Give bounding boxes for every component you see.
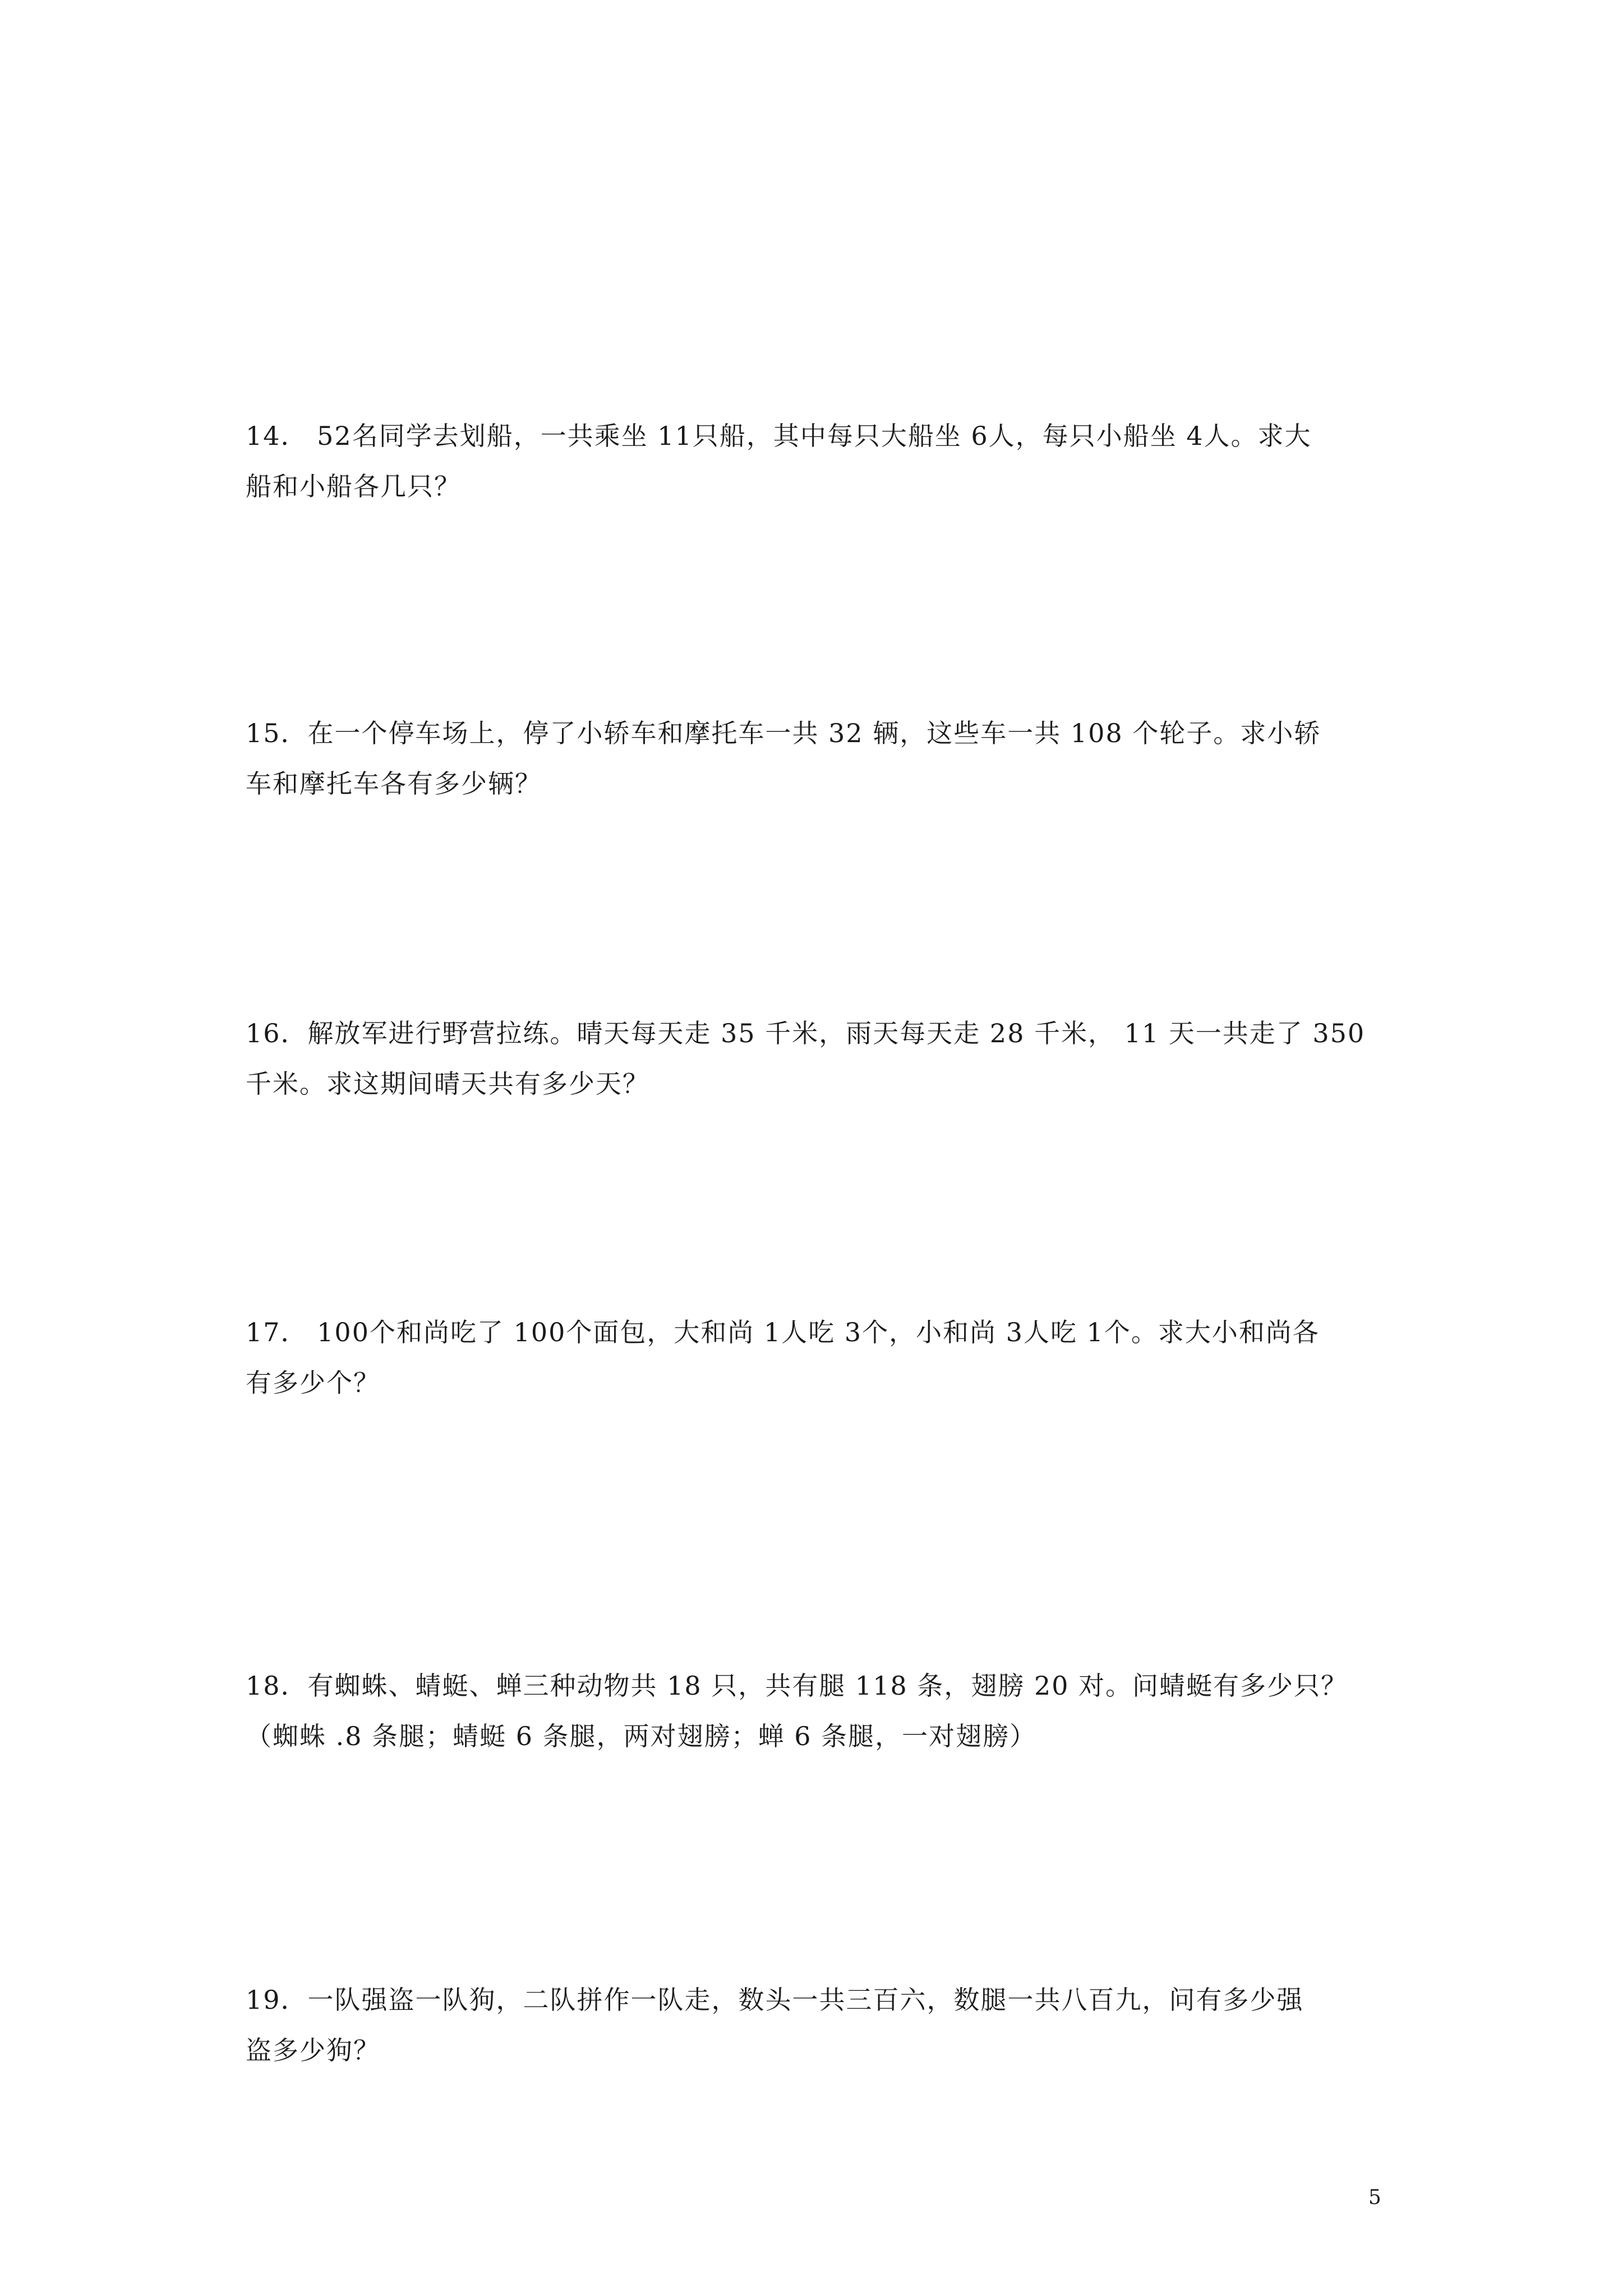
problem-15 <box>246 708 1457 809</box>
problem-14 <box>246 411 1457 512</box>
problem-19-line-1: 19．一队强盗一队狗，二队拼作一队走，数头一共三百六，数腿一共八百九，问有多少强 <box>246 1985 1304 2015</box>
problem-14-line-1: 14． 52名同学去划船，一共乘坐 11只船，其中每只大船坐 6人，每只小船坐 4人。求大 <box>246 421 1312 451</box>
problem-19 <box>246 1975 1457 2076</box>
problem-17 <box>246 1307 1457 1408</box>
problem-16-line-1: 16．解放军进行野营拉练。晴天每天走 35 千米，雨天每天走 28 千米， 11 天一共走了 350 <box>246 1018 1366 1048</box>
problem-19-line-2: 盗多少狗？ <box>246 2035 380 2065</box>
problem-17-line-2: 有多少个？ <box>246 1368 380 1398</box>
problem-15-line-1: 15．在一个停车场上，停了小轿车和摩托车一共 32 辆，这些车一共 108 个轮子。求小轿 <box>246 718 1321 748</box>
problem-16-line-2: 千米。求这期间晴天共有多少天？ <box>246 1069 649 1099</box>
problem-14-line-2: 船和小船各几只？ <box>246 471 461 501</box>
problem-15-line-2: 车和摩托车各有多少辆？ <box>246 769 542 799</box>
problem-18-line-2: （蜘蛛 .8 条腿；蜻蜓 6 条腿，两对翅膀；蝉 6 条腿，一对翅膀） <box>246 1721 1037 1751</box>
problem-17-line-1: 17． 100个和尚吃了 100个面包，大和尚 1人吃 3个，小和尚 3人吃 1个。求大小和尚各 <box>246 1317 1320 1347</box>
problem-18-line-1: 18．有蜘蛛、蜻蜓、蝉三种动物共 18 只，共有腿 118 条，翅膀 20 对。问蜻蜓有多少只？ <box>246 1671 1348 1701</box>
problem-18 <box>246 1660 1457 1761</box>
page-number: 5 <box>1368 2186 1381 2209</box>
problem-16 <box>246 1008 1457 1109</box>
